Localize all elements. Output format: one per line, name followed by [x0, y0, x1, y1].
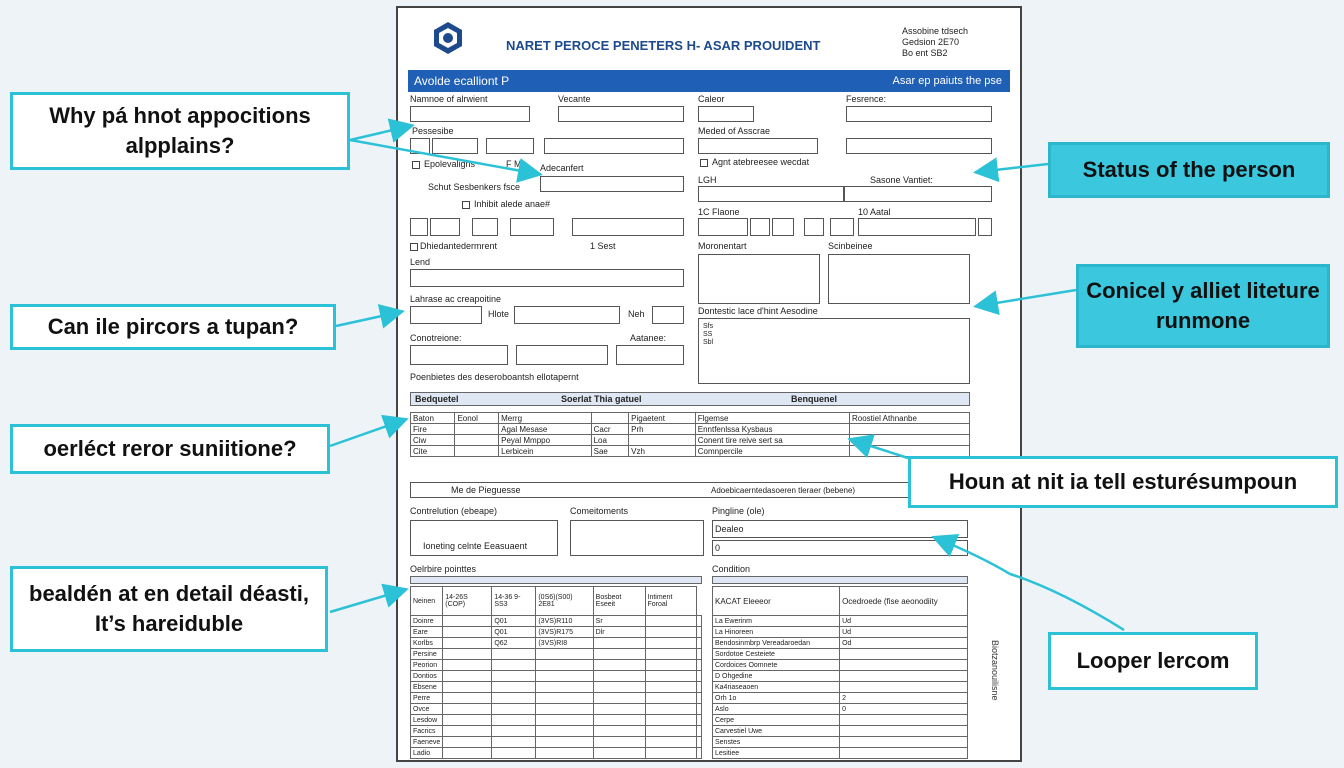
- label-contrelution: Contrelution (ebeape): [410, 506, 498, 516]
- table-cell: Senstes: [713, 737, 840, 748]
- table-cell: Merrg: [499, 413, 591, 424]
- label-lend: Lend: [410, 257, 431, 267]
- arrow-right4-a: [1010, 574, 1124, 630]
- label-meded: Meded of Asscrae: [698, 126, 771, 136]
- contrelution-sub: Ioneting celnte Eeasuaent: [423, 541, 528, 551]
- dontestic-sub-2: SS: [703, 331, 713, 338]
- label-fmu: F Mu: [506, 159, 527, 169]
- table-cell: Ud: [840, 616, 968, 627]
- table-cell: Enntfenlssa Kysbaus: [695, 424, 849, 435]
- table-cell: Roostiel Athnanbe: [850, 413, 970, 424]
- table-cell: Ladio: [411, 748, 443, 759]
- table-cell: Q62: [492, 638, 536, 649]
- label-contrelione: Conotreione:: [410, 333, 462, 343]
- table-cell: Ovce: [411, 704, 443, 715]
- table1-footer-left: Me de Pieguesse: [451, 485, 521, 495]
- table-cell: Prh: [629, 424, 696, 435]
- table-cell: Ud: [840, 627, 968, 638]
- table-cell: KACAT Eleeeor: [713, 587, 840, 616]
- table-cell: Persine: [411, 649, 443, 660]
- table2-title: Oelrbire pointtes: [410, 564, 477, 574]
- table1-header-3: Benquenel: [791, 394, 838, 404]
- table-cell: Bendosinmbrp Vereadaroedan: [713, 638, 840, 649]
- label-schut: Schut Sesbenkers fsce: [428, 182, 521, 192]
- label-vacante: Vecante: [558, 94, 591, 104]
- callout-left-4: bealdén at en detail déasti, It’s hareiduble: [10, 566, 328, 652]
- table-cell: Faeneve: [411, 737, 443, 748]
- table-cell: Sordotoe Cesteiete: [713, 649, 840, 660]
- arrow-right3: [852, 440, 908, 458]
- label-dhiedanted: Dhiedantedermrent: [420, 241, 498, 251]
- label-epolevaligns: Epolevaligns: [424, 159, 476, 169]
- pingline-sub-1: Dealeo: [715, 524, 744, 534]
- table-cell: Neinen: [411, 587, 443, 616]
- arrow-left2: [336, 312, 400, 326]
- label-pesesive: Pessesibe: [412, 126, 454, 136]
- table-cell: 0: [840, 704, 968, 715]
- table-cell: Loa: [591, 435, 629, 446]
- callout-left-1: Why pá hnot appocitions alpplains?: [10, 92, 350, 170]
- table-cell: Dontios: [411, 671, 443, 682]
- table-cell: Lesdow: [411, 715, 443, 726]
- table-cell: Cerpe: [713, 715, 840, 726]
- table-cell: Aslo: [713, 704, 840, 715]
- table1-header-2: Soerlat Thia gatuel: [561, 394, 642, 404]
- table-cell: Facrics: [411, 726, 443, 737]
- table1-header-1: Bedquetel: [415, 394, 459, 404]
- meta-line-1: Assobine tdsech: [902, 26, 969, 36]
- table-cell: (3VS)R175: [536, 627, 593, 638]
- label-lgh: LGH: [698, 175, 717, 185]
- pingline-sub-2: 0: [715, 543, 721, 553]
- table-cell: (3VS)RI8: [536, 638, 593, 649]
- arrow-right1: [978, 164, 1048, 172]
- callout-right-1: Status of the person: [1048, 142, 1330, 198]
- table-cell: Sr: [593, 616, 645, 627]
- table-cell: Sae: [591, 446, 629, 457]
- table-cell: Ka4riaseaoen: [713, 682, 840, 693]
- label-comeitoments: Comeitoments: [570, 506, 629, 516]
- callout-right-3: Houn at nit ia tell esturésumpoun: [908, 456, 1338, 508]
- table-cell: Q01: [492, 627, 536, 638]
- callout-left-2: Can ile pircors a tupan?: [10, 304, 336, 350]
- table-cell: Comnpercile: [695, 446, 849, 457]
- table-cell: Pigaetent: [629, 413, 696, 424]
- label-poenbietes: Poenbietes des deseroboantsh ellotapernt: [410, 372, 579, 382]
- table-cell: Cite: [411, 446, 455, 457]
- table-cell: 14-26S (COP): [443, 587, 492, 616]
- table-cell: 2: [840, 693, 968, 704]
- table-cell: Fire: [411, 424, 455, 435]
- table-cell: Ocedroede (fise aeonodiity: [840, 587, 968, 616]
- arrow-left3: [330, 420, 404, 446]
- table-cell: Lerbicein: [499, 446, 591, 457]
- dontestic-sub-3: Sbl: [703, 339, 714, 346]
- arrow-left1-a: [350, 126, 410, 140]
- label-adecanfert: Adecanfert: [540, 163, 584, 173]
- label-ten-aatal: 10 Aatal: [858, 207, 891, 217]
- table1-footer-right: Adoebicaerntedasoeren tleraer (bebene): [711, 486, 856, 495]
- side-text: Biotzanouilisne: [990, 640, 1000, 701]
- label-sest: 1 Sest: [590, 241, 616, 251]
- meta-line-2: Gedsion 2E70: [902, 37, 960, 47]
- arrow-left4: [330, 590, 404, 612]
- label-lahrase: Lahrase ac creapoitine: [410, 294, 502, 304]
- callout-right-2: Conicel y alliet liteture runmone: [1076, 264, 1330, 348]
- table-cell: Peyal Mmppo: [499, 435, 591, 446]
- table-cell: Orh 1o: [713, 693, 840, 704]
- table-cell: Korlbs: [411, 638, 443, 649]
- label-tc-flaone: 1C Flaone: [698, 207, 740, 217]
- label-scinbeinee: Scinbeinee: [828, 241, 873, 251]
- banner-left: Avolde ecalliont P: [414, 74, 510, 88]
- table-cell: Intiment Foroal: [645, 587, 696, 616]
- arrow-right2: [978, 290, 1076, 306]
- table-cell: Doinre: [411, 616, 443, 627]
- meta-line-3: Bo ent SB2: [902, 48, 948, 58]
- label-inhibit: Inhibit alede anae#: [474, 199, 551, 209]
- table-cell: Perre: [411, 693, 443, 704]
- table-cell: Eare: [411, 627, 443, 638]
- table-cell: (3VS)R110: [536, 616, 593, 627]
- arrow-right4-b: [936, 538, 1010, 574]
- table-cell: Baton: [411, 413, 455, 424]
- table-cell: Flgemse: [695, 413, 849, 424]
- table-cell: Vzh: [629, 446, 696, 457]
- arrow-left1-b: [350, 140, 538, 174]
- callout-left-3: oerléct reror suniitione?: [10, 424, 330, 474]
- label-essence: Fesrence:: [846, 94, 887, 104]
- table-cell: Dlr: [593, 627, 645, 638]
- label-dontestic: Dontestic lace d'hint Aesodine: [698, 306, 818, 316]
- label-agent: Agnt atebreesee wecdat: [712, 157, 810, 167]
- table-cell: Lesitiee: [713, 748, 840, 759]
- banner-right: Asar ep paiuts the pse: [892, 75, 1002, 87]
- label-name: Namnoe of alrwient: [410, 94, 488, 104]
- label-moronentart: Moronentart: [698, 241, 747, 251]
- label-pingline: Pingline (ole): [712, 506, 765, 516]
- table-cell: D Ohgedine: [713, 671, 840, 682]
- label-sasone: Sasone Vantiet:: [870, 175, 933, 185]
- table-cell: Conent tire reive sert sa: [695, 435, 849, 446]
- table-cell: Agal Mesase: [499, 424, 591, 435]
- table-cell: Od: [840, 638, 968, 649]
- table-cell: Ebsene: [411, 682, 443, 693]
- label-aatanee: Aatanee:: [630, 333, 667, 343]
- table-cell: Q01: [492, 616, 536, 627]
- table-cell: La Ewerinm: [713, 616, 840, 627]
- table-cell: Carvestiel Uwe: [713, 726, 840, 737]
- table-cell: (0S6)(S00) 2E81: [536, 587, 593, 616]
- label-caleor: Caleor: [698, 94, 725, 104]
- table-cell: Eonol: [455, 413, 499, 424]
- table-cell: Bosbeot Eseeit: [593, 587, 645, 616]
- table-cell: 14-36 9-SS3: [492, 587, 536, 616]
- table3-title: Condition: [712, 564, 751, 574]
- table-cell: Cacr: [591, 424, 629, 435]
- table-cell: Ciw: [411, 435, 455, 446]
- table-cell: La Hinoreen: [713, 627, 840, 638]
- dontestic-sub-1: Sfs: [703, 323, 714, 330]
- label-hlote: Hlote: [488, 309, 510, 319]
- form-title: NARET PEROCE PENETERS H- ASAR PROUIDENT: [506, 38, 821, 53]
- label-neh: Neh: [628, 309, 645, 319]
- table-cell: Peorion: [411, 660, 443, 671]
- table-cell: Cordoices Oomnete: [713, 660, 840, 671]
- callout-right-4: Looper lercom: [1048, 632, 1258, 690]
